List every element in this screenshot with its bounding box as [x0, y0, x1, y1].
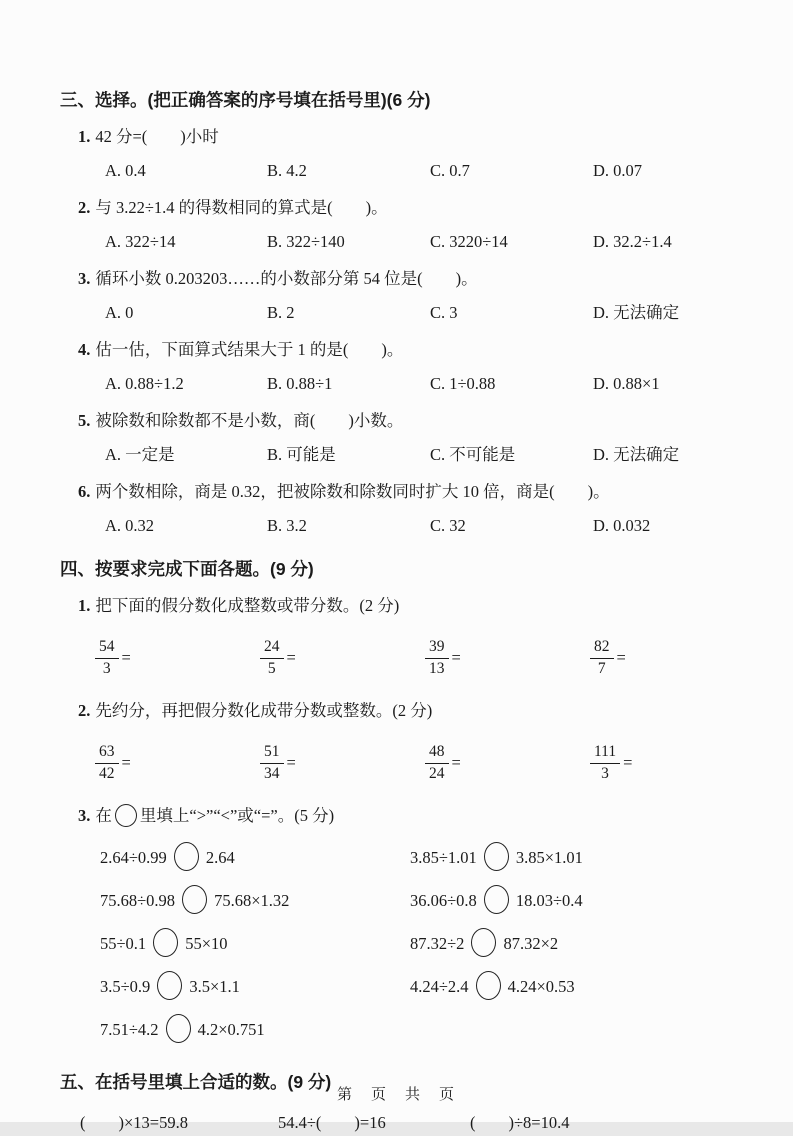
sub-question-1-text: [78, 594, 738, 618]
question-number: 1.: [78, 127, 91, 146]
fraction-row-2: [95, 735, 738, 791]
equals-sign: =: [286, 753, 296, 772]
page-footer: 第 页 共 页: [336, 1087, 456, 1103]
right-expression: 3.5×1.1: [189, 976, 240, 996]
fraction: [425, 638, 449, 678]
equals-sign: =: [121, 753, 131, 772]
right-expression: 75.68×1.32: [214, 890, 290, 910]
question-body: 与 3.22÷1.4 的得数相同的算式是( )。: [95, 198, 388, 217]
fraction-denominator: 13: [429, 659, 445, 677]
option-c: C. 3220÷14: [430, 232, 508, 251]
fraction-numerator: 48: [425, 743, 449, 764]
question-number: 5.: [78, 411, 91, 430]
choice-question-4: [60, 338, 738, 396]
option-c: C. 0.7: [430, 161, 470, 180]
question-text: [78, 338, 738, 362]
choice-question-1: [60, 125, 738, 183]
fraction-expression: [425, 743, 590, 783]
choice-question-6: [60, 480, 738, 538]
option-a: A. 一定是: [105, 445, 175, 464]
option-d: D. 无法确定: [593, 303, 680, 322]
blank-circle-icon: [471, 928, 496, 957]
fraction-expression: [590, 638, 738, 678]
left-expression: 36.06÷0.8: [410, 890, 477, 910]
option-a: A. 322÷14: [105, 232, 176, 251]
question-body: 估一估，下面算式结果大于 1 的是( )。: [95, 340, 404, 359]
blank-circle-icon: [174, 842, 199, 871]
fraction-numerator: 82: [590, 638, 614, 659]
option-row: [105, 372, 738, 396]
option-b: B. 2: [267, 303, 295, 322]
left-expression: 3.85÷1.01: [410, 847, 477, 867]
fraction-expression: [95, 743, 260, 783]
question-body: 被除数和除数都不是小数，商( )小数。: [95, 411, 404, 430]
option-row: [105, 230, 738, 254]
fraction: [260, 638, 284, 678]
option-c: C. 3: [430, 303, 458, 322]
comparison-item: [100, 879, 410, 922]
fraction-numerator: 39: [425, 638, 449, 659]
fraction-numerator: 111: [590, 743, 620, 764]
fraction-expression: [260, 743, 425, 783]
option-row: [105, 443, 738, 467]
question-text: [78, 480, 738, 504]
option-b: B. 可能是: [267, 445, 336, 464]
equals-sign: =: [616, 648, 626, 667]
choice-question-2: [60, 196, 738, 254]
question-number: 2.: [78, 198, 91, 217]
option-a: A. 0: [105, 303, 134, 322]
equals-sign: =: [451, 648, 461, 667]
question-number: 2.: [78, 701, 91, 720]
fraction-numerator: 51: [260, 743, 284, 764]
option-row: [105, 514, 738, 538]
left-expression: 75.68÷0.98: [100, 890, 176, 910]
question-body: 循环小数 0.203203……的小数部分第 54 位是( )。: [95, 269, 478, 288]
blank-circle-icon: [157, 971, 182, 1000]
option-row: [105, 301, 738, 325]
section-3-heading: 三、选择。(把正确答案的序号填在括号里)(6 分): [60, 90, 431, 110]
question-number: 4.: [78, 340, 91, 359]
option-d: D. 0.88×1: [593, 374, 660, 393]
equals-sign: =: [121, 648, 131, 667]
option-a: A. 0.88÷1.2: [105, 374, 184, 393]
sub-question-3-text: [78, 804, 738, 830]
option-a: A. 0.32: [105, 516, 155, 535]
question-text: [78, 125, 738, 149]
question-number: 1.: [78, 596, 91, 615]
option-b: B. 322÷140: [267, 232, 345, 251]
fraction-expression: [260, 638, 425, 678]
question-body-before: 在: [95, 806, 112, 825]
fraction-denominator: 7: [597, 659, 606, 677]
equals-sign: =: [623, 753, 633, 772]
left-expression: 2.64÷0.99: [100, 847, 167, 867]
left-expression: 7.51÷4.2: [100, 1019, 159, 1039]
option-d: D. 无法确定: [593, 445, 680, 464]
blank-circle-icon: [153, 928, 178, 957]
fraction-denominator: 3: [102, 659, 111, 677]
left-expression: 87.32÷2: [410, 933, 465, 953]
right-expression: 87.32×2: [503, 933, 559, 953]
fraction-denominator: 24: [429, 764, 445, 782]
fraction: [260, 743, 284, 783]
fraction-denominator: 5: [267, 659, 276, 677]
choice-question-5: [60, 409, 738, 467]
comparison-empty-cell: [410, 1008, 738, 1051]
fraction-row-1: [95, 630, 738, 686]
fraction: [590, 638, 614, 678]
option-c: C. 1÷0.88: [430, 374, 496, 393]
question-text: [78, 409, 738, 433]
blank-circle-icon: [166, 1014, 191, 1043]
question-body: 先约分，再把假分数化成带分数或整数。(2 分): [95, 701, 433, 720]
question-text: [78, 267, 738, 291]
section-4-heading: 四、按要求完成下面各题。(9 分): [60, 559, 314, 579]
right-expression: 2.64: [205, 847, 235, 867]
equals-sign: =: [286, 648, 296, 667]
comparison-item: [100, 965, 410, 1008]
question-number: 6.: [78, 482, 91, 501]
comparison-item: [100, 922, 410, 965]
fraction: [95, 638, 119, 678]
question-body: 42 分=( )小时: [95, 127, 219, 146]
fraction-expression: [425, 638, 590, 678]
blank-circle-icon: [182, 885, 207, 914]
option-a: A. 0.4: [105, 161, 146, 180]
comparison-item: [410, 879, 738, 922]
fraction: [425, 743, 449, 783]
right-expression: 55×10: [185, 933, 228, 953]
option-b: B. 4.2: [267, 161, 307, 180]
fill-in-item: ( )×13=59.8: [80, 1113, 188, 1133]
comparison-item: [100, 1008, 410, 1051]
comparison-item: [410, 965, 738, 1008]
fraction: [95, 743, 119, 783]
fraction-numerator: 24: [260, 638, 284, 659]
right-expression: 4.2×0.751: [197, 1019, 265, 1039]
comparison-item: [100, 836, 410, 879]
option-c: C. 不可能是: [430, 445, 516, 464]
question-body: 两个数相除，商是 0.32，把被除数和除数同时扩大 10 倍，商是( )。: [95, 482, 610, 501]
question-number: 3.: [78, 269, 91, 288]
blank-circle-icon: [484, 885, 509, 914]
option-d: D. 0.032: [593, 516, 651, 535]
equals-sign: =: [451, 753, 461, 772]
fill-in-item: ( )÷8=10.4: [470, 1113, 570, 1133]
fraction-denominator: 34: [264, 764, 280, 782]
comparison-item: [410, 922, 738, 965]
option-c: C. 32: [430, 516, 466, 535]
fraction: [590, 743, 620, 783]
right-expression: 4.24×0.53: [507, 976, 575, 996]
option-b: B. 0.88÷1: [267, 374, 333, 393]
right-expression: 18.03÷0.4: [515, 890, 583, 910]
right-expression: 3.85×1.01: [515, 847, 583, 867]
fraction-expression: [590, 743, 738, 783]
comparison-grid: [100, 836, 738, 1051]
option-b: B. 3.2: [267, 516, 307, 535]
question-body-after: 里填上“>”“<”或“=”。(5 分): [139, 806, 335, 825]
question-body: 把下面的假分数化成整数或带分数。(2 分): [95, 596, 400, 615]
sub-question-2-text: [78, 699, 738, 723]
question-text: [78, 196, 738, 220]
option-d: D. 0.07: [593, 161, 643, 180]
question-number: 3.: [78, 806, 91, 825]
fraction-numerator: 54: [95, 638, 119, 659]
fraction-denominator: 42: [99, 764, 115, 782]
left-expression: 4.24÷2.4: [410, 976, 469, 996]
fraction-denominator: 3: [601, 764, 609, 782]
option-row: [105, 159, 738, 183]
blank-circle-icon: [115, 804, 137, 827]
choice-question-3: [60, 267, 738, 325]
section-5-heading: 五、在括号里填上合适的数。(9 分): [60, 1072, 332, 1093]
fill-in-item: 54.4÷( )=16: [278, 1113, 386, 1133]
fraction-numerator: 63: [95, 743, 119, 764]
blank-circle-icon: [484, 842, 509, 871]
option-d: D. 32.2÷1.4: [593, 232, 672, 251]
fill-in-row: [80, 1110, 738, 1136]
comparison-item: [410, 836, 738, 879]
fraction-expression: [95, 638, 260, 678]
left-expression: 55÷0.1: [100, 933, 147, 953]
blank-circle-icon: [476, 971, 501, 1000]
left-expression: 3.5÷0.9: [100, 976, 151, 996]
